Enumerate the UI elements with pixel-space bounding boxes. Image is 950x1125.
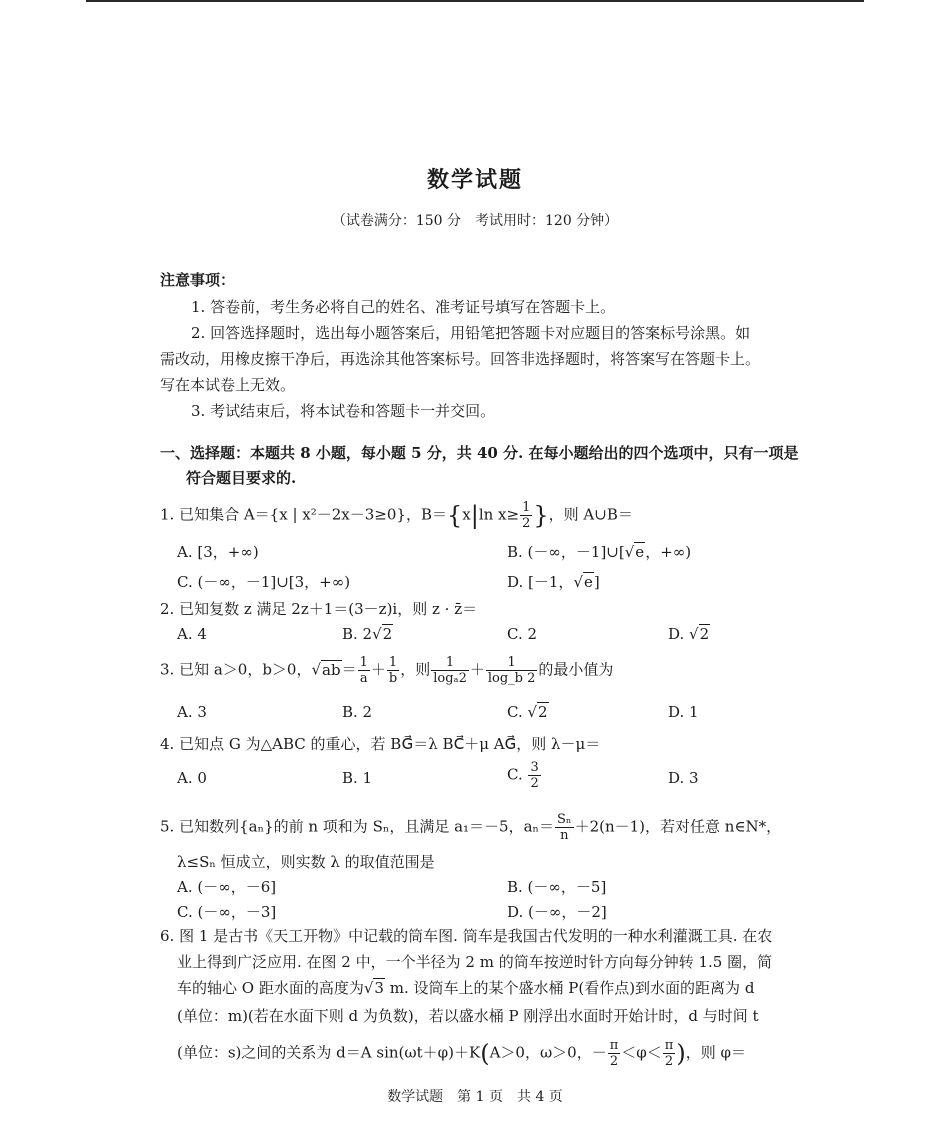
top-rule: [86, 0, 864, 2]
question-5-option-b: B. (－∞，－5]: [507, 878, 607, 896]
fraction: $\frac{1}{2}$: [522, 500, 531, 531]
section-heading-line-2: 符合题目要求的.: [186, 469, 297, 487]
question-4-option-b: B. 1: [342, 769, 373, 787]
question-2-option-d: D. √2: [668, 625, 710, 643]
notice-item-2-line-1: 2. 回答选择题时，选出每小题答案后，用铅笔把答题卡对应题目的答案标号涂黑。如: [191, 324, 751, 342]
notice-item-1: 1. 答卷前，考生务必将自己的姓名、准考证号填写在答题卡上。: [191, 298, 616, 316]
page-title: 数学试题: [426, 167, 523, 193]
question-4-option-a: A. 0: [177, 769, 207, 787]
section-heading-line-1: 一、选择题：本题共 8 小题，每小题 5 分，共 40 分. 在每小题给出的四个选项中，只有一项是: [160, 444, 799, 462]
page-footer: 数学试题 第 1 页 共 4 页: [387, 1089, 563, 1105]
question-2-option-c: C. 2: [507, 625, 538, 643]
question-1-option-c: C. (－∞，－1]∪[3，+∞): [177, 573, 351, 591]
question-5-option-a: A. (－∞，－6]: [177, 878, 277, 896]
question-2-stem: 2. 已知复数 z 满足 2z＋1＝(3－z)i，则 z · z̄＝: [160, 600, 478, 618]
question-1-option-d: D. [－1，√e]: [507, 573, 600, 591]
question-6-line-5: (单位：s)之间的关系为 d＝A sin(ωt＋φ)＋K(A＞0，ω＞0，－ $\frac{\pi}{2}$ ＜φ＜ $\frac{\pi}{2}$ )，则 φ＝: [177, 1038, 746, 1069]
notice-heading: 注意事项：: [160, 271, 236, 289]
question-5-line-2: λ≤Sₙ 恒成立，则实数 λ 的取值范围是: [177, 853, 435, 871]
question-6-line-1: 6. 图 1 是古书《天工开物》中记载的筒车图. 筒车是我国古代发明的一种水利灌溉工具. 在农: [160, 927, 773, 945]
question-6-line-2: 业上得到广泛应用. 在图 2 中，一个半径为 2 m 的筒车按逆时针方向每分钟转 1.5 圈，简: [177, 953, 773, 971]
question-4-option-d: D. 3: [668, 769, 699, 787]
question-5-option-d: D. (－∞，－2]: [507, 903, 607, 921]
question-3-option-a: A. 3: [177, 703, 207, 721]
question-5-stem: 5. 已知数列{aₙ}的前 n 项和为 Sₙ，且满足 a₁＝－5，aₙ＝ $\frac{\text{Sₙ}}{n}$ ＋2(n－1)，若对任意 n∈N*，: [160, 812, 782, 843]
question-6-line-3: 车的轴心 O 距水面的高度为√3 m. 设筒车上的某个盛水桶 P(看作点)到水面的距离为 d: [177, 979, 755, 997]
question-1-stem: 1. 已知集合 A＝{x | x²－2x－3≥0}，B＝{x|ln x≥ $\frac{1}{2}$ }，则 A∪B＝: [160, 500, 633, 531]
exam-info: （试卷满分：150 分 考试用时：120 分钟）: [331, 213, 619, 229]
question-3-stem: 3. 已知 a＞0，b＞0，√ab＝ $\frac{1}{a}$ ＋ $\frac{1}{b}$ ，则 $\frac{1}{\text{logₐ2}}$ ＋ $\frac{1}{\log\_b 2}$ 的最小值为: [160, 655, 614, 686]
question-4-stem: 4. 已知点 G 为△ABC 的重心，若 BG⃗＝λ BC⃗＋μ AG⃗，则 λ－μ＝: [160, 735, 601, 753]
question-1-option-b: B. (－∞，－1]∪[√e，+∞): [507, 543, 692, 561]
question-5-option-c: C. (－∞，－3]: [177, 903, 277, 921]
question-2-option-b: B. 2√2: [342, 625, 393, 643]
notice-item-3: 3. 考试结束后，将本试卷和答题卡一并交回。: [191, 402, 496, 420]
question-6-line-4: (单位：m)(若在水面下则 d 为负数)，若以盛水桶 P 刚浮出水面时开始计时，d 与时间 t: [177, 1007, 759, 1025]
question-3-option-b: B. 2: [342, 703, 373, 721]
notice-item-2-line-2: 需改动，用橡皮擦干净后，再选涂其他答案标号。回答非选择题时，将答案写在答题卡上。: [160, 350, 761, 368]
notice-item-2-line-3: 写在本试卷上无效。: [160, 376, 296, 394]
question-2-option-a: A. 4: [177, 625, 207, 643]
question-4-option-c: C. $\frac{3}{2}$: [507, 760, 539, 791]
question-1-option-a: A. [3，+∞): [177, 543, 259, 561]
question-3-option-d: D. 1: [668, 703, 699, 721]
question-3-option-c: C. √2: [507, 703, 548, 721]
